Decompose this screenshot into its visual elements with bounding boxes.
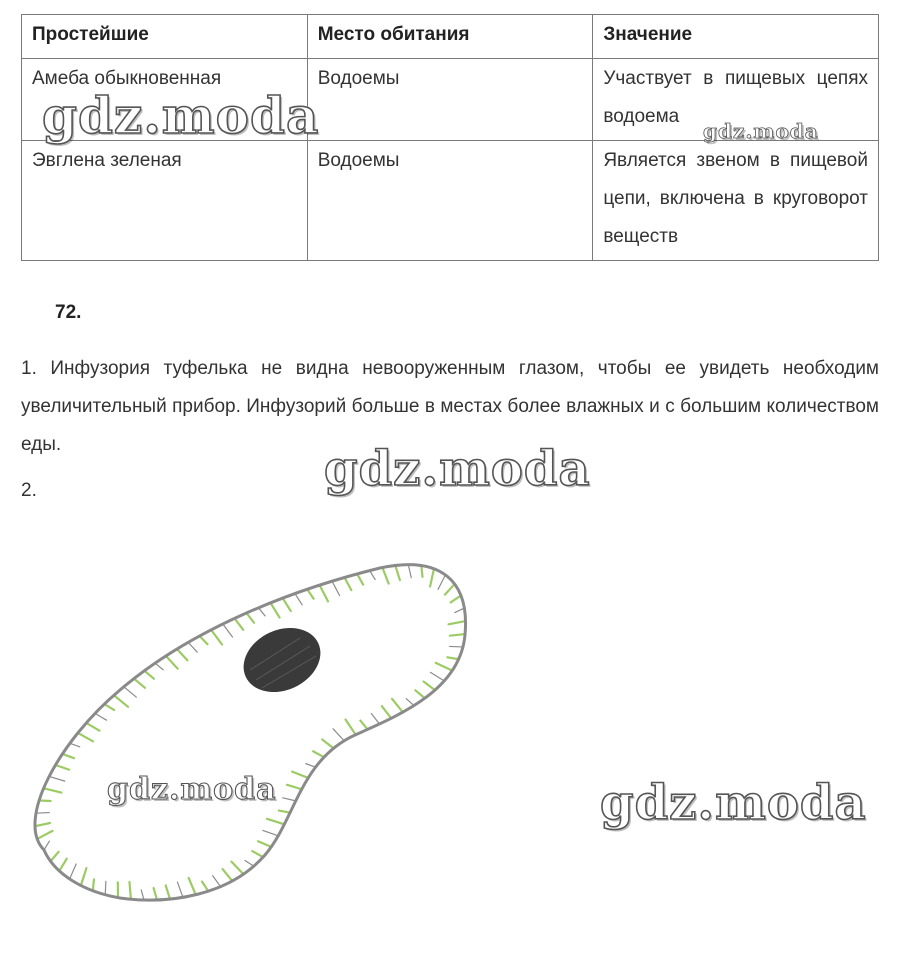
cilium [295, 594, 302, 605]
cilium [44, 841, 49, 850]
watermark: gdz.moda [703, 119, 819, 143]
cilium [245, 860, 254, 866]
cilium [134, 679, 145, 688]
cilium [144, 671, 153, 679]
cilium [86, 723, 99, 731]
cell-organism: Эвглена зеленая [22, 141, 308, 261]
cilium [447, 657, 458, 659]
cilium [49, 776, 65, 781]
cilium [223, 869, 233, 881]
nucleus [233, 616, 331, 704]
cilium [166, 885, 170, 899]
cilium [105, 881, 106, 894]
watermark: gdz.moda [42, 86, 320, 145]
cilium [78, 733, 93, 741]
cilium [93, 879, 94, 890]
cilium [283, 798, 296, 801]
cilium [44, 788, 62, 792]
cilia [35, 565, 466, 900]
cilium [177, 649, 187, 660]
cilium [345, 577, 352, 590]
cilium [39, 800, 50, 801]
cell-organism: Амеба обыкновенная [22, 59, 308, 141]
header-significance: Значение [593, 15, 879, 59]
header-protozoa: Простейшие [22, 15, 308, 59]
cell-habitat: Водоемы [307, 141, 593, 261]
cilium [252, 851, 263, 857]
answer-item-2: 2. [21, 480, 37, 501]
cilium [360, 721, 367, 730]
cilium [346, 720, 356, 735]
cilium [155, 663, 163, 670]
cilium [235, 618, 244, 629]
cilium [62, 754, 74, 758]
cilium [55, 765, 69, 770]
cilium [382, 706, 391, 718]
watermark: gdz.moda [107, 772, 277, 807]
cilium [450, 634, 465, 636]
cilium [292, 772, 308, 778]
cilium [114, 695, 128, 707]
cilium [81, 868, 87, 885]
cilium [421, 566, 422, 577]
cell-habitat: Водоемы [307, 59, 593, 141]
cilium [415, 690, 424, 698]
cilium [263, 830, 278, 835]
cilium [213, 876, 221, 887]
cilium [59, 859, 66, 871]
cilium [95, 713, 106, 720]
cilium [211, 630, 222, 645]
section-number: 72. [55, 302, 82, 323]
cilium [258, 841, 271, 847]
cell-body-outline [35, 565, 466, 900]
cilium [124, 687, 137, 697]
cilium [430, 672, 444, 681]
cilium [357, 574, 363, 585]
cilium [223, 624, 233, 637]
cilium [246, 613, 254, 623]
cilium [70, 743, 80, 747]
cilium [283, 598, 291, 611]
header-habitat: Место обитания [307, 15, 593, 59]
cell-significance: Является звеном в пищевой цепи, включена в круговорот веществ [593, 141, 879, 261]
table-header-row [22, 15, 879, 59]
cilium [202, 882, 208, 892]
cilium [455, 608, 464, 613]
cilium [279, 811, 290, 813]
cilium [333, 729, 344, 741]
cilium [200, 636, 208, 644]
cilium [129, 882, 130, 899]
cilium [271, 603, 280, 618]
cilium [258, 608, 265, 616]
watermark: gdz.moda [324, 441, 591, 497]
table-row [22, 141, 879, 261]
cilium [154, 888, 157, 900]
cilium [287, 785, 302, 789]
cilium [307, 589, 313, 598]
cilium [177, 882, 183, 897]
cilium [51, 852, 59, 861]
cilium [313, 751, 324, 757]
watermark: gdz.moda [600, 775, 867, 831]
cilium [371, 713, 379, 724]
answer-item-1: 1. Инфузория туфелька не видна невооруженным глазом, чтобы ее увидеть необходим увеличительный прибор. Инфузорий больше в местах более влажных и с большим количеством еды. [21, 358, 879, 455]
cilium [392, 699, 403, 712]
cilium [382, 567, 388, 583]
cilium [37, 831, 52, 839]
cilium [320, 585, 328, 601]
cilium [424, 681, 435, 690]
cilium [166, 656, 178, 669]
cilium [231, 862, 243, 874]
cilium [451, 595, 461, 602]
cilium [332, 581, 340, 595]
cilium [189, 878, 196, 895]
cilium [267, 819, 284, 824]
cilium [436, 663, 453, 671]
cilium [322, 739, 333, 748]
cilium [438, 575, 445, 590]
cilium [104, 704, 114, 710]
cilium [188, 642, 197, 652]
cilium [445, 584, 455, 595]
cilium [70, 864, 77, 879]
paramecium-drawing [0, 520, 898, 940]
cell-significance: Участвует в пищевых цепях водоема [593, 59, 879, 141]
cilium [395, 565, 400, 580]
cilium [408, 565, 411, 578]
cilium [449, 621, 466, 624]
cilium [370, 571, 375, 580]
cilium [36, 813, 49, 814]
cilium [35, 823, 50, 826]
cilium [430, 569, 434, 587]
